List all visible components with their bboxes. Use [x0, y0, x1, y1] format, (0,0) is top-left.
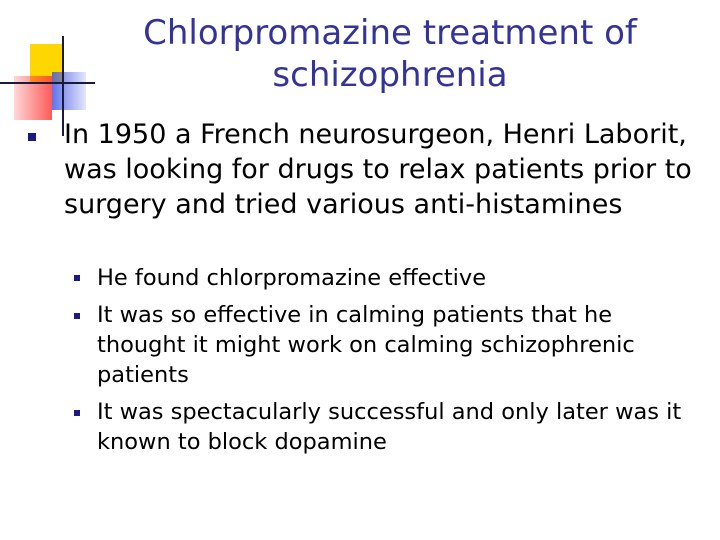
sub-bullet-1-text: He found chlorpromazine effective [97, 265, 487, 291]
sub-bullet-square-icon [74, 313, 80, 319]
main-bullet-text: In 1950 a French neurosurgeon, Henri Laborit, was looking for drugs to relax patients prior to surgery and tried various anti-histamines [64, 119, 692, 220]
bullet-square-icon [28, 133, 36, 141]
sub-bullet-square-icon [74, 410, 80, 416]
sub-bullet-square-icon [74, 275, 80, 281]
sub-bullet-3-text: It was spectacularly successful and only later was it known to block dopamine [97, 399, 682, 455]
horizontal-line [0, 82, 95, 84]
sub-bullet-2-text: It was so effective in calming patients that he thought it might work on calming schizophrenic patients [97, 302, 635, 388]
blue-square [52, 72, 86, 110]
slide-title: Chlorpromazine treatment of schizophrenia [143, 13, 637, 95]
decorative-squares-logo [0, 30, 110, 120]
